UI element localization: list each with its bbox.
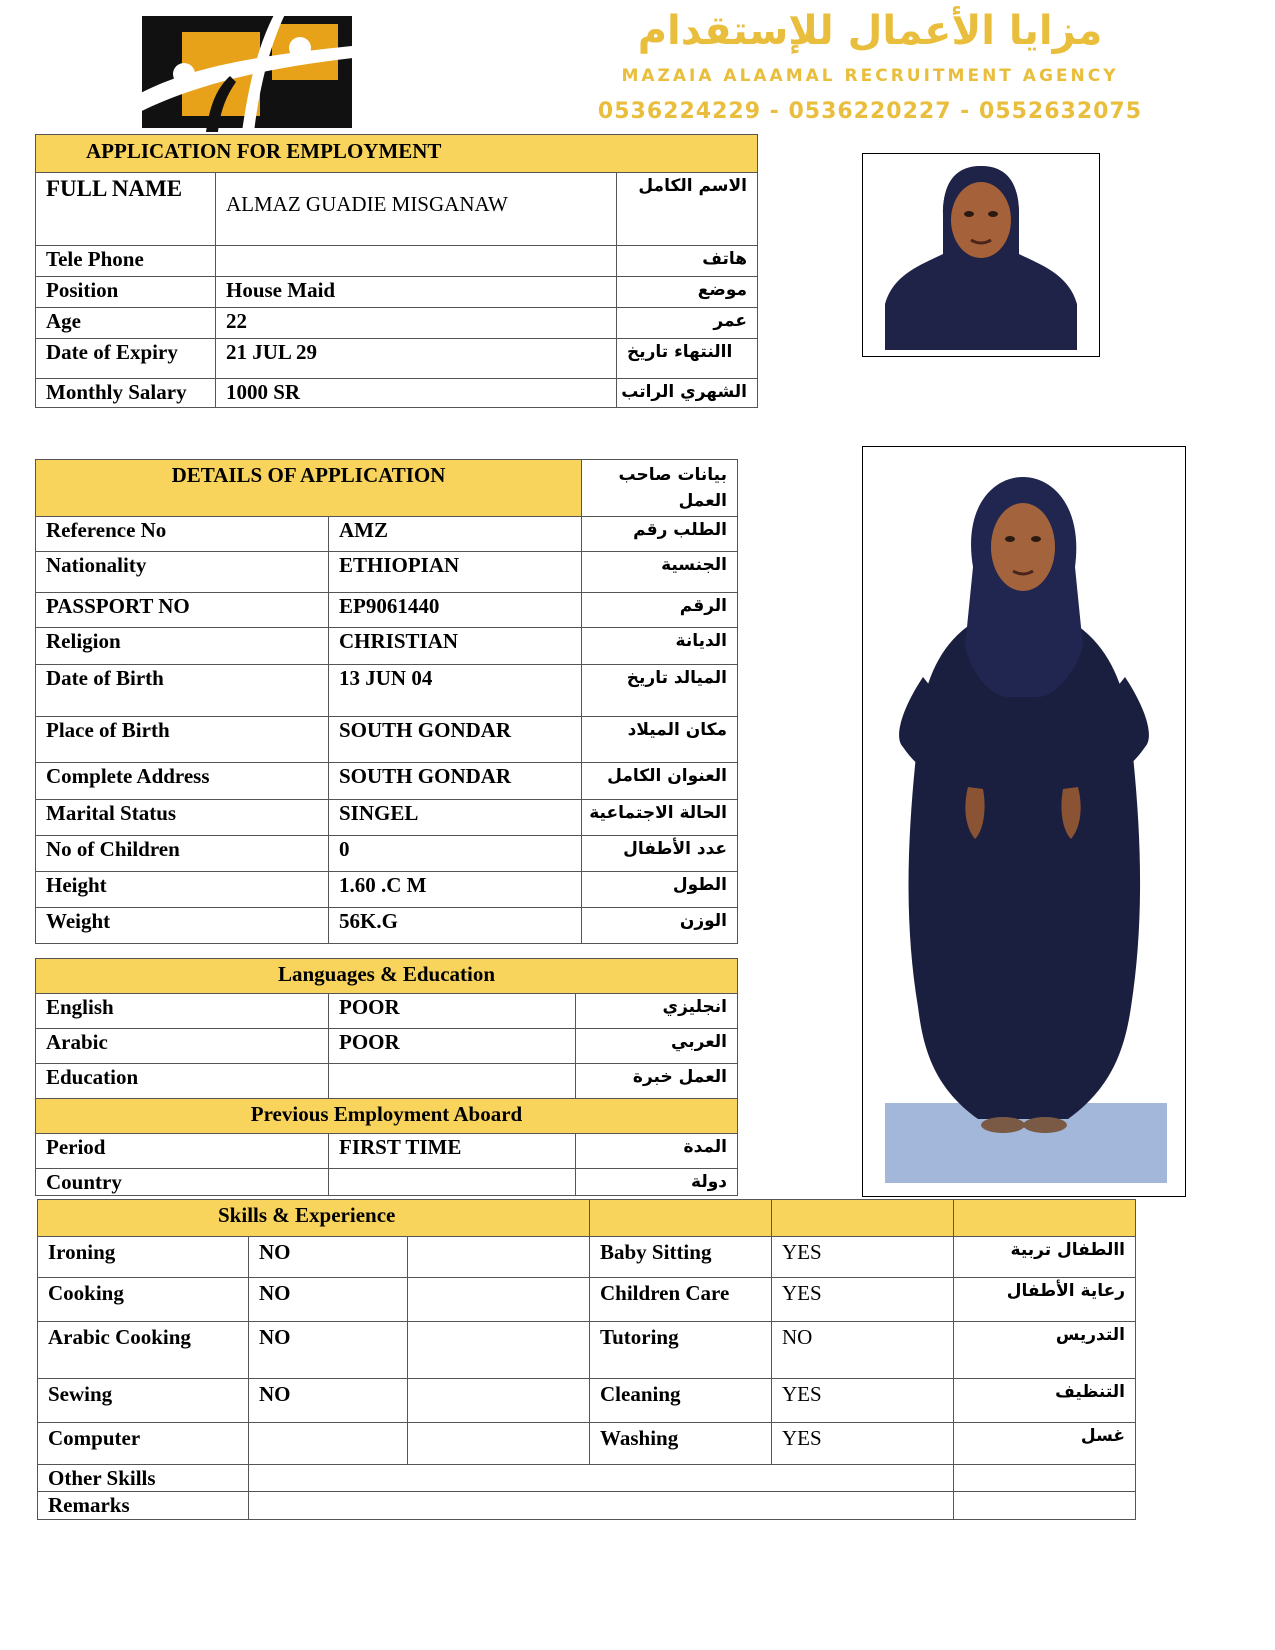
skill-value: NO xyxy=(249,1237,408,1278)
row-label-arabic: دولة xyxy=(576,1169,738,1196)
table-row xyxy=(36,717,738,763)
skills-header-cell xyxy=(590,1200,772,1237)
marital-status-value: SINGEL xyxy=(329,800,582,836)
row-label: Education xyxy=(36,1064,329,1099)
row-label-arabic: هاتف xyxy=(617,246,758,277)
empty-cell xyxy=(408,1278,590,1322)
row-label-arabic: الحالة الاجتماعية xyxy=(582,800,738,836)
table-row xyxy=(36,552,738,593)
skill-label: Arabic Cooking xyxy=(38,1322,249,1379)
table-row xyxy=(36,763,738,800)
row-label-arabic: الطلب رقم xyxy=(582,517,738,552)
row-label: Age xyxy=(36,308,216,339)
table-row xyxy=(36,1134,738,1169)
skills-header-cell xyxy=(954,1200,1136,1237)
skill-label: Ironing xyxy=(38,1237,249,1278)
languages-table xyxy=(35,958,738,1196)
skill-value: NO xyxy=(772,1322,954,1379)
row-label: Tele Phone xyxy=(36,246,216,277)
table-row xyxy=(36,308,758,339)
skill-value xyxy=(249,1423,408,1465)
remarks-value xyxy=(249,1492,954,1519)
row-label: Height xyxy=(36,872,329,908)
table-row xyxy=(38,1379,1136,1423)
passport-value: EP9061440 xyxy=(329,593,582,628)
table-row xyxy=(38,1492,1136,1519)
details-title: DETAILS OF APPLICATION xyxy=(36,460,582,517)
table-row xyxy=(36,1029,738,1064)
row-label-arabic: الوزن xyxy=(582,908,738,944)
country-value xyxy=(329,1169,576,1196)
table-row xyxy=(36,173,758,246)
skill-label: Washing xyxy=(590,1423,772,1465)
row-label-arabic: الطول xyxy=(582,872,738,908)
table-row xyxy=(36,593,738,628)
row-label-arabic: عمر xyxy=(617,308,758,339)
row-label: Marital Status xyxy=(36,800,329,836)
empty-cell xyxy=(954,1465,1136,1492)
table-row xyxy=(36,836,738,872)
table-row xyxy=(36,1169,738,1196)
row-label: Monthly Salary xyxy=(36,379,216,408)
education-value xyxy=(329,1064,576,1099)
empty-cell xyxy=(408,1322,590,1379)
full-body-photo xyxy=(862,446,1186,1197)
children-value: 0 xyxy=(329,836,582,872)
row-label-arabic: مكان الميلاد xyxy=(582,717,738,763)
table-row xyxy=(36,800,738,836)
row-label-arabic: المدة xyxy=(576,1134,738,1169)
table-row xyxy=(38,1322,1136,1379)
address-value: SOUTH GONDAR xyxy=(329,763,582,800)
languages-title: Languages & Education xyxy=(36,959,738,994)
agency-name-english: MAZAIA ALAAMAL RECRUITMENT AGENCY xyxy=(621,66,1119,86)
remarks-label: Remarks xyxy=(38,1492,249,1519)
previous-employment-title: Previous Employment Aboard xyxy=(36,1099,738,1134)
row-label-arabic: العنوان الكامل xyxy=(582,763,738,800)
row-label-arabic: انجليزي xyxy=(576,994,738,1029)
application-table xyxy=(35,134,758,408)
portrait-photo xyxy=(862,153,1100,357)
skill-value: YES xyxy=(772,1278,954,1322)
table-row xyxy=(36,994,738,1029)
age-value: 22 xyxy=(216,308,617,339)
row-label: Date of Expiry xyxy=(36,339,216,379)
row-label: Religion xyxy=(36,628,329,665)
empty-cell xyxy=(408,1423,590,1465)
row-label-arabic: الرقم xyxy=(582,593,738,628)
skill-label: Tutoring xyxy=(590,1322,772,1379)
agency-name-arabic: مزايا الأعمال للإستقدام xyxy=(637,8,1103,54)
skill-label-arabic: التدريس xyxy=(954,1322,1136,1379)
skills-table xyxy=(37,1199,1136,1520)
row-label: PASSPORT NO xyxy=(36,593,329,628)
english-value: POOR xyxy=(329,994,576,1029)
table-row xyxy=(36,665,738,717)
dob-value: 13 JUN 04 xyxy=(329,665,582,717)
table-row xyxy=(36,339,758,379)
skill-label: Sewing xyxy=(38,1379,249,1423)
skill-value: NO xyxy=(249,1278,408,1322)
row-label-arabic: الاسم الكامل xyxy=(617,173,758,246)
table-row xyxy=(38,1423,1136,1465)
row-label: Date of Birth xyxy=(36,665,329,717)
row-label: Weight xyxy=(36,908,329,944)
other-skills-value xyxy=(249,1465,954,1492)
table-row xyxy=(36,908,738,944)
row-label-arabic: االنتهاء تاريخ xyxy=(617,339,758,379)
table-row xyxy=(38,1465,1136,1492)
skill-value: YES xyxy=(772,1379,954,1423)
skill-value: YES xyxy=(772,1237,954,1278)
table-row xyxy=(38,1237,1136,1278)
row-label-arabic: العمل خبرة xyxy=(576,1064,738,1099)
table-row xyxy=(36,872,738,908)
row-label: English xyxy=(36,994,329,1029)
row-label-arabic: عدد الأطفال xyxy=(582,836,738,872)
skill-label: Baby Sitting xyxy=(590,1237,772,1278)
details-table xyxy=(35,459,738,944)
height-value: 1.60 .C M xyxy=(329,872,582,908)
skill-label-arabic: االطفال تربية xyxy=(954,1237,1136,1278)
skill-label-arabic: غسل xyxy=(954,1423,1136,1465)
skill-label: Children Care xyxy=(590,1278,772,1322)
salary-value: 1000 SR xyxy=(216,379,617,408)
table-row xyxy=(36,379,758,408)
row-label-arabic: الديانة xyxy=(582,628,738,665)
row-label: Complete Address xyxy=(36,763,329,800)
other-skills-label: Other Skills xyxy=(38,1465,249,1492)
row-label: Period xyxy=(36,1134,329,1169)
row-label: Country xyxy=(36,1169,329,1196)
expiry-value: 21 JUL 29 xyxy=(216,339,617,379)
skill-label-arabic: رعاية الأطفال xyxy=(954,1278,1136,1322)
table-row xyxy=(36,1064,738,1099)
table-row xyxy=(38,1278,1136,1322)
row-label: Nationality xyxy=(36,552,329,593)
table-row xyxy=(36,277,758,308)
table-row xyxy=(36,246,758,277)
row-label: Place of Birth xyxy=(36,717,329,763)
row-label-arabic: العربي xyxy=(576,1029,738,1064)
position-value: House Maid xyxy=(216,277,617,308)
empty-cell xyxy=(408,1379,590,1423)
arabic-value: POOR xyxy=(329,1029,576,1064)
skills-title: Skills & Experience xyxy=(38,1200,590,1237)
table-row xyxy=(36,628,738,665)
skills-header-cell xyxy=(772,1200,954,1237)
skill-value: YES xyxy=(772,1423,954,1465)
row-label: No of Children xyxy=(36,836,329,872)
skill-label: Cleaning xyxy=(590,1379,772,1423)
row-label: Position xyxy=(36,277,216,308)
skill-label: Cooking xyxy=(38,1278,249,1322)
row-label-arabic: الميالد تاريخ xyxy=(582,665,738,717)
row-label: Reference No xyxy=(36,517,329,552)
skill-label: Computer xyxy=(38,1423,249,1465)
row-label-arabic: موضع xyxy=(617,277,758,308)
religion-value: CHRISTIAN xyxy=(329,628,582,665)
agency-logo xyxy=(122,4,377,136)
telephone-value xyxy=(216,246,617,277)
skill-value: NO xyxy=(249,1322,408,1379)
agency-phones: 0536224229 - 0536220227 - 0552632075 xyxy=(597,99,1143,124)
table-row xyxy=(36,517,738,552)
application-title: APPLICATION FOR EMPLOYMENT xyxy=(36,135,758,173)
reference-value: AMZ xyxy=(329,517,582,552)
empty-cell xyxy=(954,1492,1136,1519)
full-name-value: ALMAZ GUADIE MISGANAW xyxy=(216,173,617,246)
period-value: FIRST TIME xyxy=(329,1134,576,1169)
skill-value: NO xyxy=(249,1379,408,1423)
row-label-arabic: الجنسية xyxy=(582,552,738,593)
place-of-birth-value: SOUTH GONDAR xyxy=(329,717,582,763)
row-label: Arabic xyxy=(36,1029,329,1064)
details-title-arabic: بيانات صاحب العمل xyxy=(582,460,738,517)
skill-label-arabic: التنظيف xyxy=(954,1379,1136,1423)
weight-value: 56K.G xyxy=(329,908,582,944)
nationality-value: ETHIOPIAN xyxy=(329,552,582,593)
row-label-arabic: الشهري الراتب xyxy=(617,379,758,408)
row-label: FULL NAME xyxy=(36,173,216,246)
empty-cell xyxy=(408,1237,590,1278)
